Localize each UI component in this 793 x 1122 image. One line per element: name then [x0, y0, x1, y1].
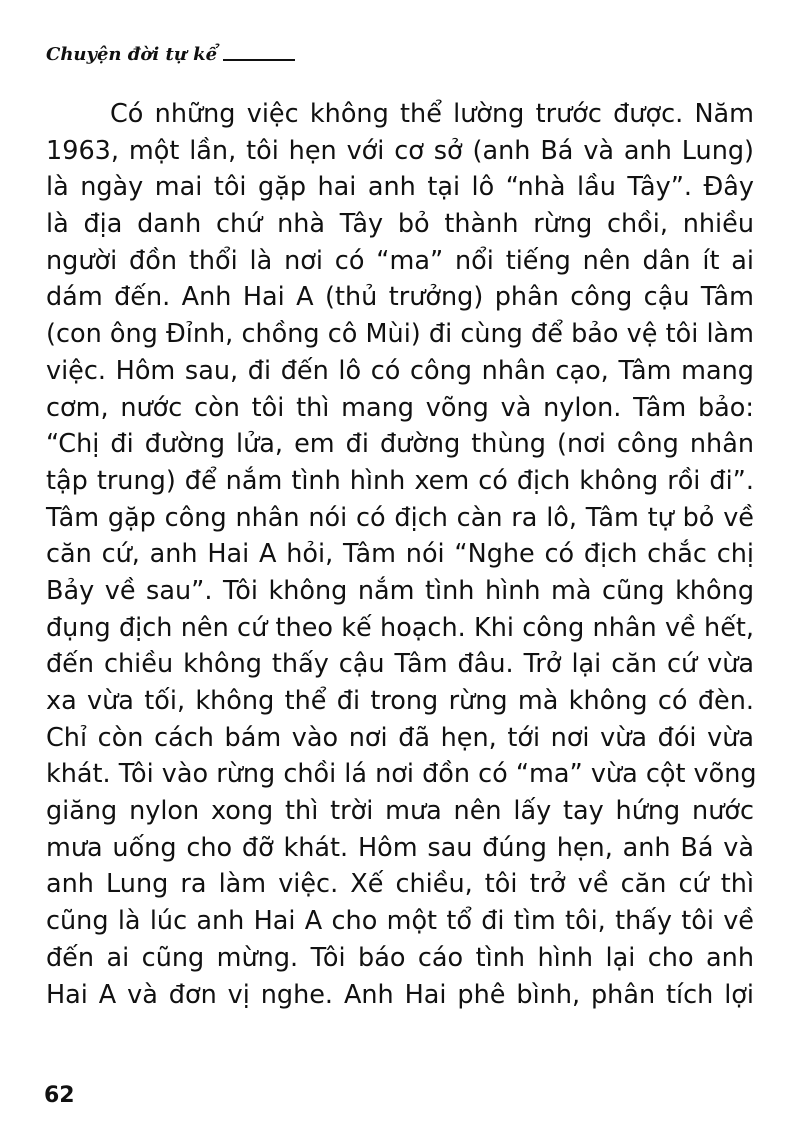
- text-line: việc. Hôm sau, đi đến lô có công nhân cạo, Tâm mang: [46, 355, 754, 386]
- running-head: [46, 44, 295, 65]
- text-line: căn cứ, anh Hai A hỏi, Tâm nói “Nghe có địch chắc chị: [46, 539, 754, 570]
- text-line: giăng nylon xong thì trời mưa nên lấy tay hứng nước: [46, 796, 754, 827]
- text-line: người đồn thổi là nơi có “ma” nổi tiếng nên dân ít ai: [46, 245, 754, 276]
- body-paragraph: [46, 96, 757, 1013]
- text-line: Tâm gặp công nhân nói có địch càn ra lô, Tâm tự bỏ về: [46, 502, 754, 533]
- text-line: tập trung) để nắm tình hình xem có địch không rồi đi”.: [46, 465, 754, 496]
- text-line: đụng địch nên cứ theo kế hoạch. Khi công nhân về hết,: [46, 612, 754, 643]
- text-line: 1963, một lần, tôi hẹn với cơ sở (anh Bá và anh Lung): [46, 135, 754, 166]
- text-line: mưa uống cho đỡ khát. Hôm sau đúng hẹn, anh Bá và: [46, 832, 754, 863]
- text-line: anh Lung ra làm việc. Xế chiều, tôi trở về căn cứ thì: [46, 869, 754, 900]
- text-line: cũng là lúc anh Hai A cho một tổ đi tìm tôi, thấy tôi về: [46, 906, 754, 937]
- running-title: Chuyện đời tự kể: [46, 44, 218, 65]
- text-line: đến ai cũng mừng. Tôi báo cáo tình hình lại cho anh: [46, 942, 754, 973]
- text-line: (con ông Đỉnh, chồng cô Mùi) đi cùng để bảo vệ tôi làm: [46, 319, 754, 350]
- header-rule: [223, 59, 295, 61]
- text-line: Có những việc không thể lường trước được. Năm: [110, 99, 754, 129]
- text-line: “Chị đi đường lửa, em đi đường thùng (nơi công nhân: [46, 429, 754, 460]
- text-line: là địa danh chứ nhà Tây bỏ thành rừng chồi, nhiều: [46, 209, 754, 240]
- text-line: cơm, nước còn tôi thì mang võng và nylon. Tâm bảo:: [46, 392, 754, 423]
- text-line: đến chiều không thấy cậu Tâm đâu. Trở lại căn cứ vừa: [46, 649, 754, 680]
- text-line: dám đến. Anh Hai A (thủ trưởng) phân công cậu Tâm: [46, 282, 754, 313]
- text-line: xa vừa tối, không thể đi trong rừng mà không có đèn.: [46, 686, 754, 716]
- page-number: 62: [44, 1083, 75, 1108]
- text-line: là ngày mai tôi gặp hai anh tại lô “nhà lầu Tây”. Đây: [46, 172, 754, 203]
- text-line: khát. Tôi vào rừng chồi lá nơi đồn có “ma” vừa cột võng: [46, 759, 757, 790]
- text-line: Hai A và đơn vị nghe. Anh Hai phê bình, phân tích lợi: [46, 979, 754, 1010]
- text-line: Bảy về sau”. Tôi không nắm tình hình mà cũng không: [46, 575, 754, 606]
- text-line: Chỉ còn cách bám vào nơi đã hẹn, tới nơi vừa đói vừa: [46, 722, 754, 753]
